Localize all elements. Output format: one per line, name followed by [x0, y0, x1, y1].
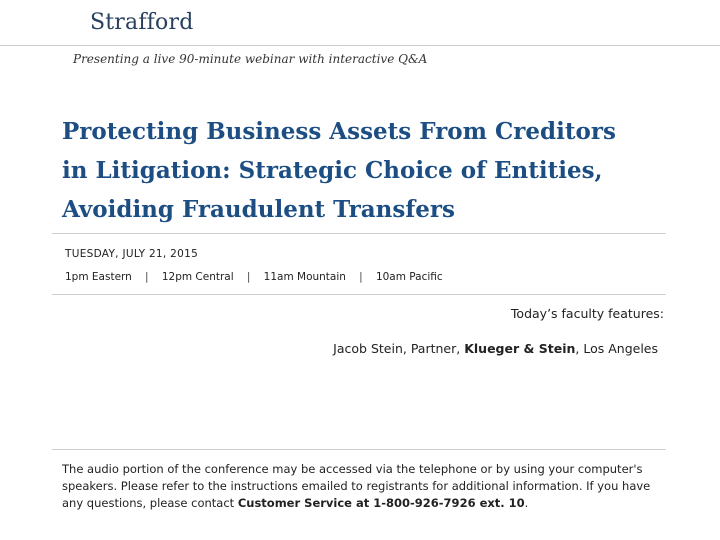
time-eastern: 1pm Eastern: [65, 271, 132, 283]
title-line-2: in Litigation: Strategic Choice of Entities,: [62, 157, 603, 184]
page-title: [62, 112, 672, 229]
time-separator: |: [145, 271, 149, 283]
time-mountain: 11am Mountain: [263, 271, 346, 283]
footer-text: The audio portion of the conference may be accessed via the telephone or by using your computer's speakers. Please refer to the instructions emailed to registrants for additional information. If you have any questions, please contact: [62, 462, 651, 510]
footer-end: .: [524, 496, 529, 510]
webinar-date: TUESDAY, JULY 21, 2015: [65, 248, 199, 260]
title-line-3: Avoiding Fraudulent Transfers: [62, 196, 455, 223]
faculty-heading: Today’s faculty features:: [510, 306, 664, 321]
faculty-name: Jacob Stein, Partner,: [333, 341, 465, 356]
customer-service-contact: Customer Service at 1-800-926-7926 ext. 10: [237, 496, 525, 510]
header-divider: [0, 45, 720, 46]
time-central: 12pm Central: [161, 271, 234, 283]
time-separator: |: [246, 271, 251, 283]
faculty-location: , Los Angeles: [575, 341, 658, 356]
title-line-1: Protecting Business Assets From Creditors: [62, 118, 616, 145]
title-divider: [52, 233, 666, 234]
strafford-logo: Strafford: [90, 10, 194, 35]
footer-divider: [52, 449, 666, 450]
webinar-tagline: Presenting a live 90-minute webinar with interactive Q&A: [73, 52, 428, 66]
faculty-firm: Klueger & Stein: [464, 341, 576, 356]
webinar-times: [65, 271, 443, 283]
time-pacific: 10am Pacific: [375, 271, 443, 283]
audio-instructions: [62, 461, 662, 512]
time-separator: |: [359, 271, 363, 283]
faculty-member: [333, 341, 658, 356]
schedule-divider: [52, 294, 666, 295]
